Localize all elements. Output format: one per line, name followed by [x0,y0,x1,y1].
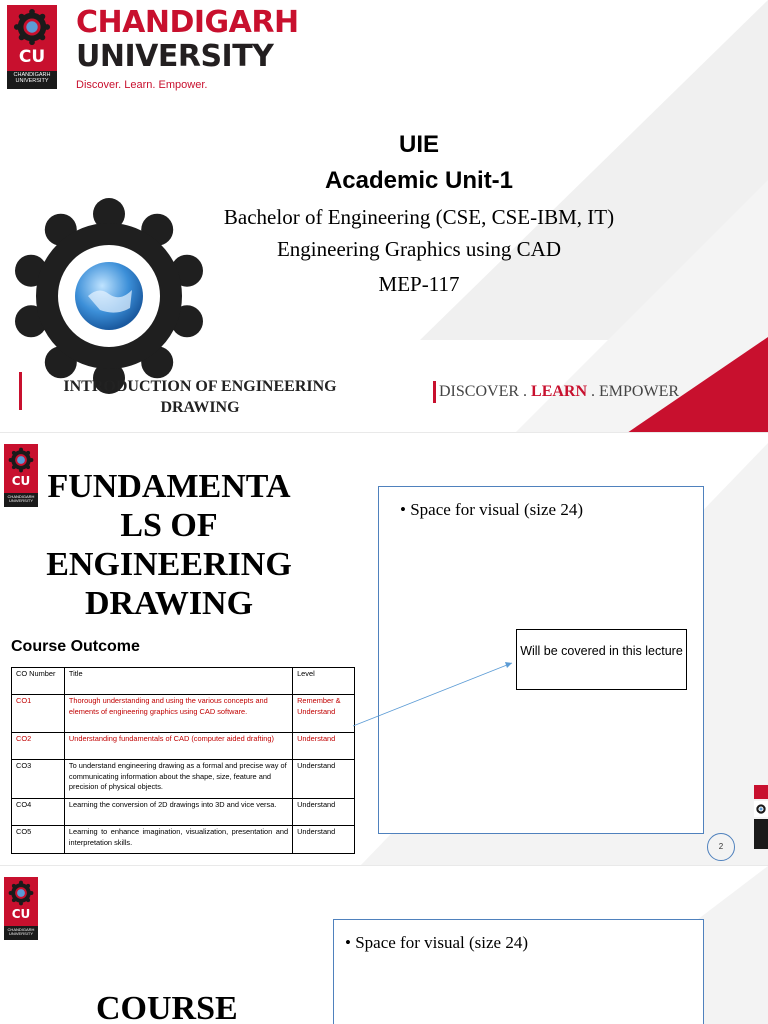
emblem-gear-icon [13,8,51,46]
table-row [12,733,355,760]
table-row [12,799,355,826]
motto-discover: DISCOVER . [439,383,528,400]
header-cell: CO Number [12,668,65,695]
table-row [12,695,355,733]
table-row [12,826,355,854]
title-slide [0,0,768,433]
co-number-cell: CO4 [12,799,65,826]
intro-line1: INTRODUCTION OF ENGINEERING [63,378,337,395]
co-number-cell: CO3 [12,760,65,799]
co-number-cell: CO5 [12,826,65,854]
slide-title: UIE [398,131,439,158]
intro-line2: DRAWING [160,399,240,416]
title-line: DRAWING [84,585,254,622]
visual-bullet: • Space for visual (size 24) [400,500,583,519]
co-number-cell: CO1 [12,695,65,733]
lecture-callout: Will be covered in this lecture [516,629,687,690]
side-tab-gear-icon [754,801,768,817]
course-name: Engineering Graphics using CAD [276,237,562,261]
co-level-cell: Remember & Understand [293,695,355,733]
co-level-cell: Understand [293,826,355,854]
university-emblem [4,444,38,507]
co-number-cell: CO2 [12,733,65,760]
brand-name-line2: UNIVERSITY [76,39,274,74]
page-number: 2 [707,833,735,861]
emblem-gear-icon [8,447,34,473]
slide-subtitle: Academic Unit-1 [324,167,514,194]
co-title-cell: To understand engineering drawing as a formal and precise way of communicating information about the shape, size, feature and precision of physical objects. [64,760,292,799]
co-title-cell: Learning to enhance imagination, visualization, presentation and interpretation skills. [64,826,292,854]
course-outcome-table [11,667,355,854]
co-title-cell: Thorough understanding and using the various concepts and elements of engineering graphics using CAD software. [64,695,292,733]
emblem-cu-text: CU [11,907,31,921]
co-title-cell: Learning the conversion of 2D drawings into 3D and vice versa. [64,799,292,826]
title-line: FUNDAMENTA [47,468,291,505]
emblem-gear-icon [8,880,34,906]
co-title-cell: Understanding fundamentals of CAD (computer aided drafting) [64,733,292,760]
header-cell: Level [293,668,355,695]
emblem-university-text: CHANDIGARH UNIVERSITY [7,927,35,936]
emblem-university-text: CHANDIGARH UNIVERSITY [7,494,35,503]
table-header-row [12,668,355,695]
course-slide [0,866,768,1024]
university-emblem [7,5,57,89]
side-tab-red [754,785,768,799]
intro-accent-bar [19,372,22,410]
motto-accent-bar [433,381,436,403]
side-tab-dark [754,819,768,849]
intro-heading [30,376,370,418]
motto-text [439,383,679,401]
emblem-cu-text: CU [18,47,46,67]
title-line: ENGINEERING [46,546,292,583]
co-level-cell: Understand [293,733,355,760]
slide-title: COURSE [96,990,238,1024]
title-line: LS OF [120,507,218,544]
visual-bullet: • Space for visual (size 24) [345,933,528,952]
university-emblem [4,877,38,940]
table-row [12,760,355,799]
motto-learn: LEARN [531,383,588,400]
co-level-cell: Understand [293,799,355,826]
program-name: Bachelor of Engineering (CSE, CSE-IBM, IT) [223,205,615,229]
visual-bullet-text: Space for visual (size 24) [410,500,583,519]
emblem-cu-text: CU [11,474,31,488]
motto-empower: . EMPOWER [591,383,680,400]
co-level-cell: Understand [293,760,355,799]
header-cell: Title [64,668,292,695]
visual-bullet-text: Space for visual (size 24) [355,933,528,952]
slide-title [38,467,300,623]
course-code: MEP-117 [378,272,460,296]
course-outcome-heading: Course Outcome [11,638,140,655]
brand-name-line1: CHANDIGARH [76,5,299,40]
brand-tagline: Discover. Learn. Empower. [76,79,208,91]
fundamentals-slide [0,433,768,866]
emblem-university-text: CHANDIGARH UNIVERSITY [13,72,51,84]
